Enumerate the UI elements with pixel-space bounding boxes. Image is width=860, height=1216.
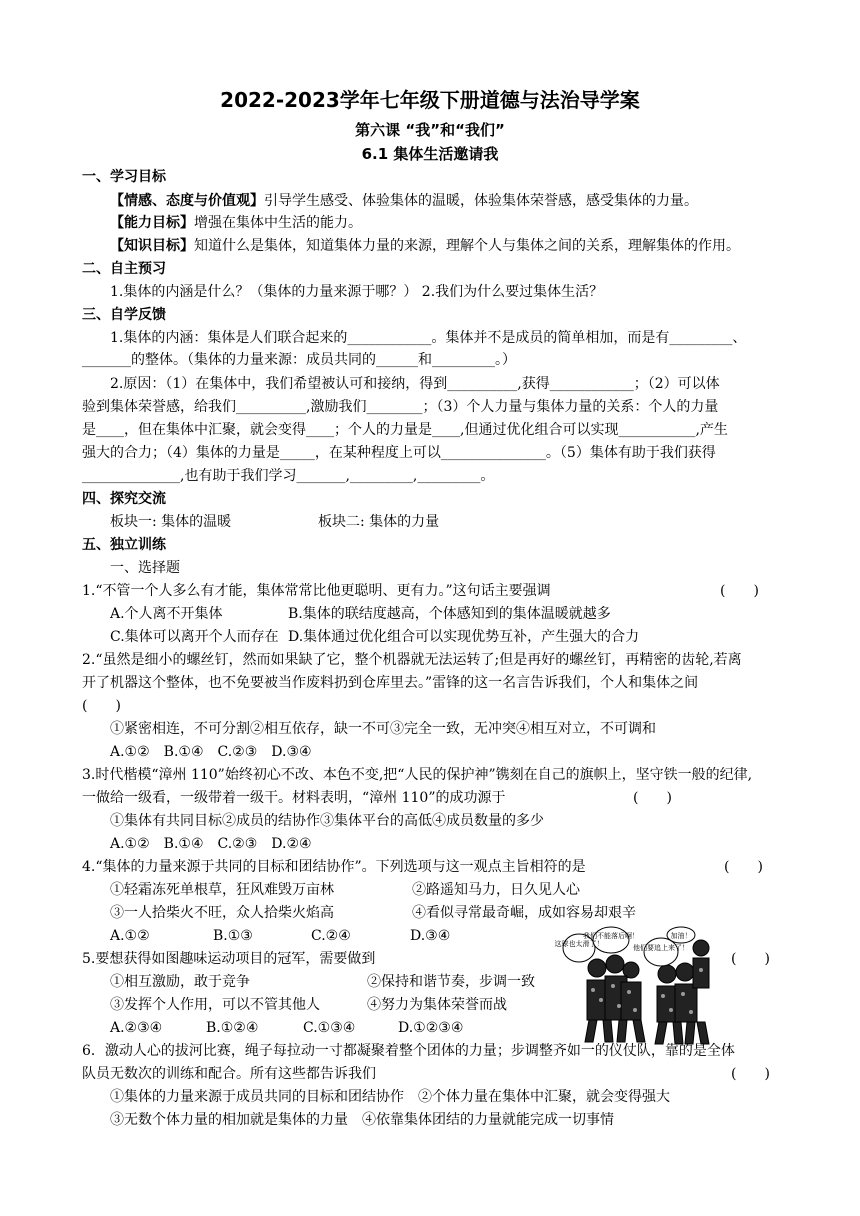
question-4-option-a: A.①② xyxy=(110,928,150,944)
goal-knowledge-tag: 【知识目标】 xyxy=(110,238,194,254)
question-5-statement: ②保持和谐节奏，步调一致 xyxy=(367,974,535,990)
question-2-options: A.①② B.①④ C.②③ D.③④ xyxy=(110,744,312,760)
question-4-statement: ③一人拾柴火不旺，众人拾柴火焰高 xyxy=(110,905,334,921)
question-4-stem: 4.“集体的力量来源于共同的目标和团结协作”。下列选项与这一观点主旨相符的是 xyxy=(82,859,586,875)
goal-ability-tag: 【能力目标】 xyxy=(110,215,194,231)
question-3-options: A.①② B.①④ C.②③ D.②④ xyxy=(110,836,312,852)
answer-blank-3: ( ) xyxy=(633,790,672,806)
question-6-statements: ③无数个体力量的相加就是集体的力量 ④依靠集体团结的力量就能完成一切事情 xyxy=(110,1112,614,1128)
question-4-statement: ④看似寻常最奇崛，成如容易却艰辛 xyxy=(412,905,636,921)
question-3-stem: 3.时代楷模“漳州 110”始终初心不改、本色不变,把“人民的保护神”镌刻在自己的旗帜上，坚守铁一般的纪律, xyxy=(82,767,753,783)
speech-bubble xyxy=(644,938,678,966)
bubble-text-2: 我们不能落后啊！ xyxy=(583,932,639,940)
explore-block-2: 板块二: 集体的力量 xyxy=(318,514,440,530)
answer-blank-4: ( ) xyxy=(724,859,763,875)
question-4-option-b: B.①③ xyxy=(213,928,253,944)
bubble-text-3: 加油！ xyxy=(670,932,692,940)
question-4-option-c: C.②④ xyxy=(311,928,351,944)
answer-blank-2: ( ) xyxy=(82,698,121,714)
answer-blank-1: ( ) xyxy=(720,583,759,599)
question-5-option-d: D.①②③④ xyxy=(398,1020,464,1036)
question-3-stem: 一做给一级看，一级带着一级干。材料表明，“漳州 110”的成功源于 xyxy=(82,790,506,806)
goal-emotion-text: 引导学生感受、体验集体的温暖，体验集体荣誉感，感受集体的力量。 xyxy=(264,193,698,209)
question-4-statement: ②路遥知马力，日久见人心 xyxy=(412,882,580,898)
lesson-title: 第六课 “我”和“我们” xyxy=(355,121,505,139)
question-5-option-c: C.①③④ xyxy=(303,1020,356,1036)
question-6-statements: ①集体的力量来源于成员共同的目标和团结协作 ②个体力量在集体中汇聚，就会变得强大 xyxy=(110,1089,670,1105)
question-5-statement: ④努力为集体荣誉而战 xyxy=(367,997,507,1013)
section-heading-preview: 二、自主预习 xyxy=(82,261,166,277)
question-6-stem: 6．激动人心的拔河比赛，绳子每拉动一寸都凝聚着整个团体的力量；步调整齐如一的仪仗队，靠的是全体 xyxy=(82,1043,735,1059)
goal-ability xyxy=(110,213,362,233)
question-1-option-c: C.集体可以离开个人而存在 xyxy=(110,629,279,645)
goal-emotion-tag: 【情感、态度与价值观】 xyxy=(110,193,264,209)
explore-block-1: 板块一: 集体的温暖 xyxy=(110,514,232,530)
question-2-stem: 2.“虽然是细小的螺丝钉，然而如果缺了它，整个机器就无法运转了;但是再好的螺丝钉，再精密的齿轮,若离 xyxy=(82,652,742,668)
feedback-line: 强大的合力；（4）集体的力量是_____，在某种程度上可以_______________。（5）集体有助于我们获得 xyxy=(82,445,716,461)
section-heading-goals: 一、学习目标 xyxy=(82,169,166,185)
bubble-text-1: 这球也太滑了！ xyxy=(554,940,604,948)
question-1-stem: 1.“不管一个人多么有才能，集体常常比他更聪明、更有力。”这句话主要强调 xyxy=(82,583,551,599)
feedback-line: _______的整体。（集体的力量来源：成员共同的______和_________。） xyxy=(82,352,516,368)
bubble-text-4: 他们要追上来了！ xyxy=(633,944,689,952)
goal-knowledge-text: 知道什么是集体，知道集体力量的来源，理解个人与集体之间的关系，理解集体的作用。 xyxy=(194,238,740,254)
feedback-line: 1.集体的内涵：集体是人们联合起来的____________。集体并不是成员的简单相加，而是有_________、 xyxy=(110,330,747,346)
question-1-option-d: D.集体通过优化组合可以实现优势互补，产生强大的合力 xyxy=(288,629,640,645)
section-heading-explore: 四、探究交流 xyxy=(82,491,166,507)
question-5-option-b: B.①②④ xyxy=(206,1020,259,1036)
question-4-option-d: D.③④ xyxy=(410,928,451,944)
feedback-line: ______________,也有助于我们学习_______,_________,_________。 xyxy=(82,468,495,484)
question-6-stem: 队员无数次的训练和配合。所有这些都告诉我们 xyxy=(82,1066,376,1082)
section-heading-practice: 五、独立训练 xyxy=(82,537,166,553)
question-4-statement: ①轻霜冻死单根草，狂风难毁万亩林 xyxy=(110,882,334,898)
question-5-statement: ③发挥个人作用，可以不管其他人 xyxy=(110,997,320,1013)
goal-knowledge xyxy=(110,236,740,256)
question-2-statements: ①紧密相连，不可分割②相互依存，缺一不可③完全一致，无冲突④相互对立，不可调和 xyxy=(110,721,656,737)
document-title: 2022-2023学年七年级下册道德与法治导学案 xyxy=(220,88,640,112)
goal-ability-text: 增强在集体中生活的能力。 xyxy=(194,215,362,231)
question-3-statements: ①集体有共同目标②成员的结协作③集体平台的高低④成员数量的多少 xyxy=(110,813,544,829)
question-1-option-a: A.个人离不开集体 xyxy=(110,606,223,622)
preview-questions: 1.集体的内涵是什么？（集体的力量来源于哪？） 2.我们为什么要过集体生活？ xyxy=(110,284,604,300)
feedback-line: 2.原因：（1）在集体中，我们希望被认可和接纳，得到__________,获得____________；（2）可以体 xyxy=(110,376,720,392)
feedback-line: 是____，但在集体中汇聚，就会变得____；个人的力量是____,但通过优化组合可以实现___________,产生 xyxy=(82,422,728,438)
question-1-option-b: B.集体的联结度越高，个体感知到的集体温暖就越多 xyxy=(288,606,611,622)
question-5-option-a: A.②③④ xyxy=(110,1020,163,1036)
choice-subheading: 一、选择题 xyxy=(110,560,180,576)
feedback-line: 验到集体荣誉感，给我们__________,激励我们________；（3）个人力量与集体力量的关系：个人的力量 xyxy=(82,399,719,415)
question-5-statement: ①相互激励，敢于竞争 xyxy=(110,974,250,990)
answer-blank-5: ( ) xyxy=(731,951,770,967)
team-game-illustration xyxy=(554,926,723,1048)
question-5-stem: 5.要想获得如图趣味运动项目的冠军，需要做到 xyxy=(82,951,376,967)
answer-blank-6: ( ) xyxy=(731,1066,770,1082)
question-2-stem: 开了机器这个整体，也不免要被当作废料扔到仓库里去。”雷锋的这一名言告诉我们，个人和集体之间 xyxy=(82,675,699,691)
section-heading-feedback: 三、自学反馈 xyxy=(82,307,166,323)
goal-emotion xyxy=(110,191,698,211)
section-title: 6.1 集体生活邀请我 xyxy=(361,145,499,163)
